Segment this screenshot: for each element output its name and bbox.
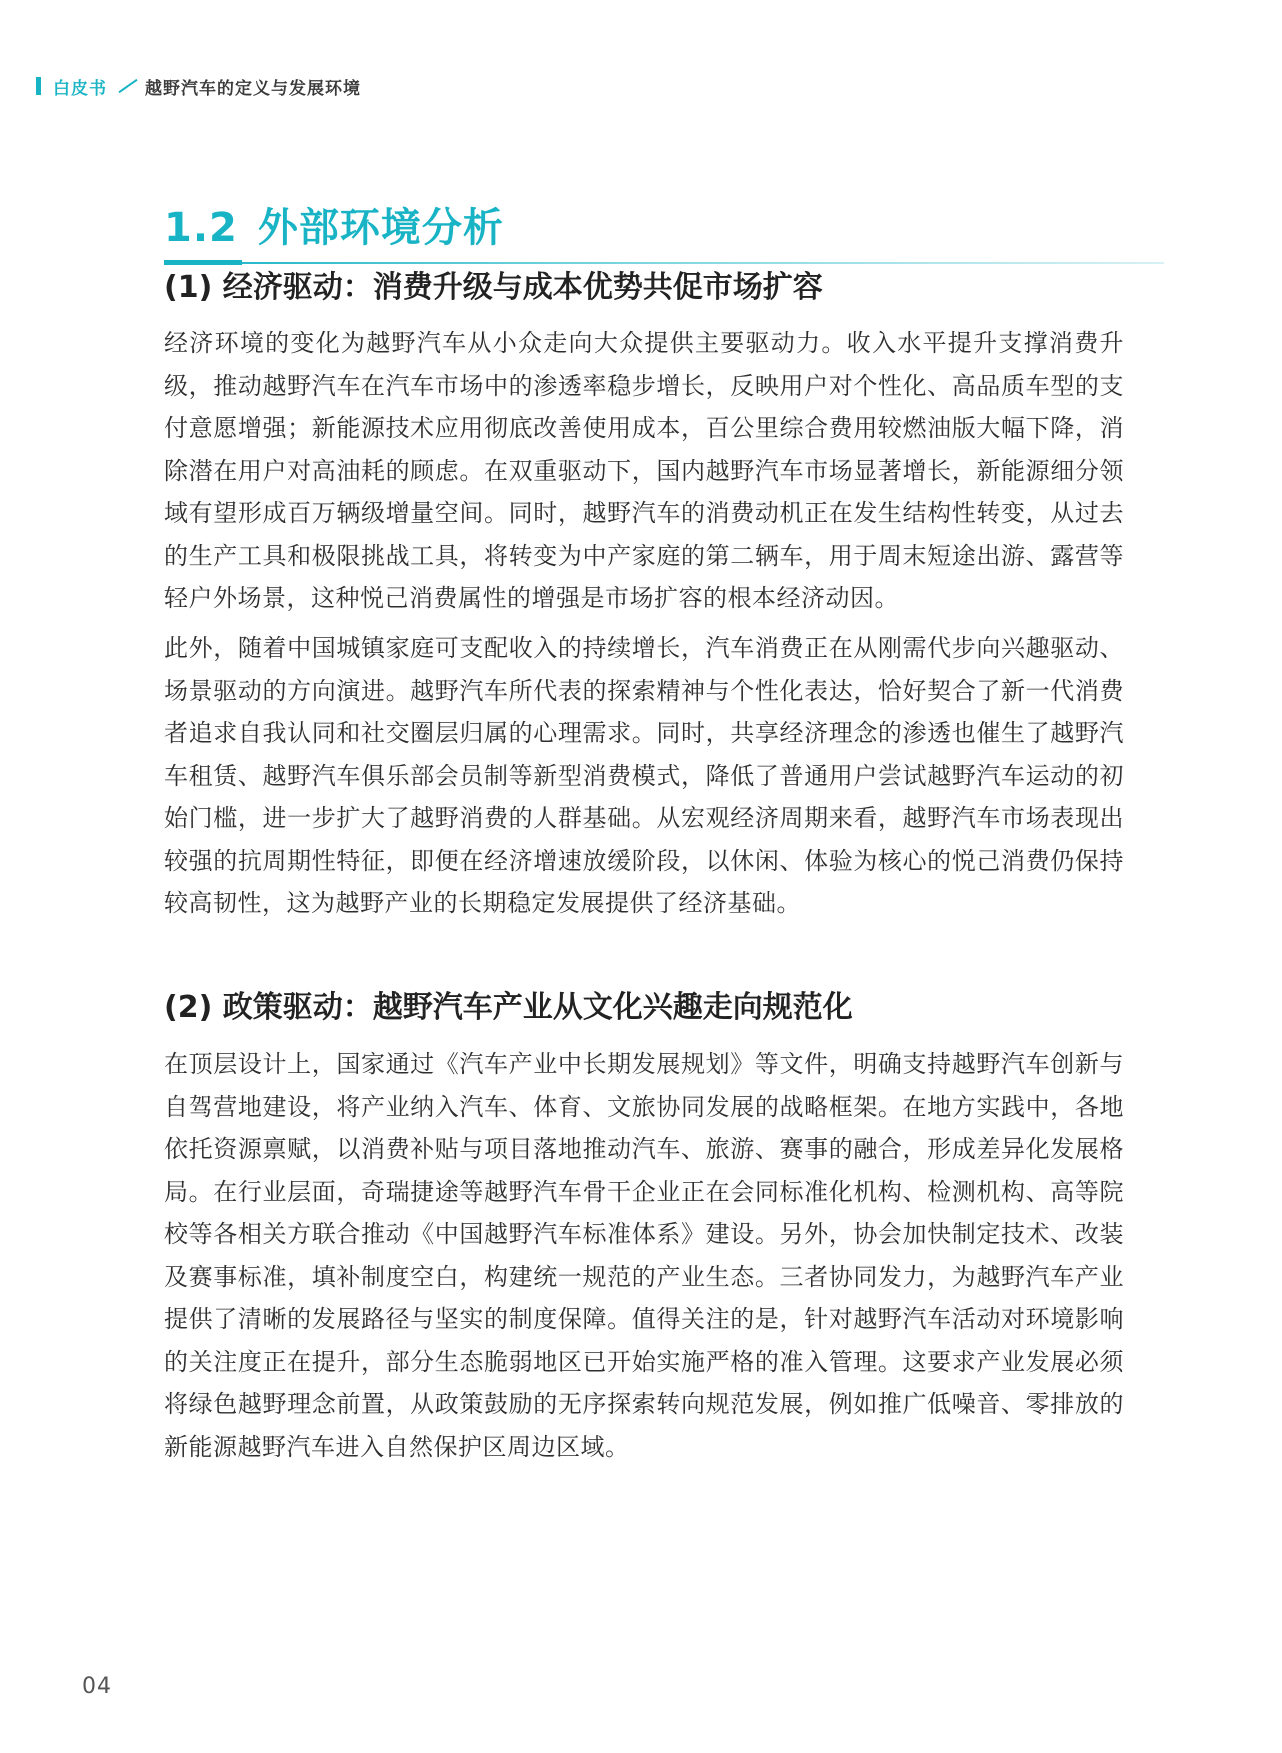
page-number: 04: [82, 1674, 112, 1699]
header-chapter-title: 越野汽车的定义与发展环境: [145, 78, 361, 99]
subheading-economic-text: (1) 经济驱动：消费升级与成本优势共促市场扩容: [164, 270, 823, 305]
subheading-policy: (2) 政策驱动：越野汽车产业从文化兴趣走向规范化: [164, 990, 853, 1025]
slash-divider-icon: [115, 78, 137, 94]
header-brand: 白皮书: [53, 78, 107, 99]
paragraph-economic-1: 经济环境的变化为越野汽车从小众走向大众提供主要驱动力。收入水平提升支撑消费升级，推动越野汽车在汽车市场中的渗透率稳步增长，反映用户对个性化、高品质车型的支付意愿增强；新能源技术应用彻底改善使用成本，百公里综合费用较燃油版大幅下降，消除潜在用户对高油耗的顾虑。在双重驱动下，国内越野汽车市场显著增长，新能源细分领域有望形成百万辆级增量空间。同时，越野汽车的消费动机正在发生结构性转变，从过去的生产工具和极限挑战工具，将转变为中产家庭的第二辆车，用于周末短途出游、露营等轻户外场景，这种悦己消费属性的增强是市场扩容的根本经济动因。: [164, 329, 1124, 612]
section-title: [164, 196, 504, 253]
accent-bar: [36, 77, 41, 95]
paragraph-policy-1: 在顶层设计上，国家通过《汽车产业中长期发展规划》等文件，明确支持越野汽车创新与自驾营地建设，将产业纳入汽车、体育、文旅协同发展的战略框架。在地方实践中，各地依托资源禀赋，以消费补贴与项目落地推动汽车、旅游、赛事的融合，形成差异化发展格局。在行业层面，奇瑞捷途等越野汽车骨干企业正在会同标准化机构、检测机构、高等院校等各相关方联合推动《中国越野汽车标准体系》建设。另外，协会加快制定技术、改装及赛事标准，填补制度空白，构建统一规范的产业生态。三者协同发力，为越野汽车产业提供了清晰的发展路径与坚实的制度保障。值得关注的是，针对越野汽车活动对环境影响的关注度正在提升，部分生态脆弱地区已开始实施严格的准入管理。这要求产业发展必须将绿色越野理念前置，从政策鼓励的无序探索转向规范发展，例如推广低噪音、零排放的新能源越野汽车进入自然保护区周边区域。: [164, 1050, 1124, 1461]
section-title-text: 外部环境分析: [257, 205, 504, 251]
section-number: 1.2: [164, 205, 238, 251]
paragraph-economic-2: 此外，随着中国城镇家庭可支配收入的持续增长，汽车消费正在从刚需代步向兴趣驱动、场景驱动的方向演进。越野汽车所代表的探索精神与个性化表达，恰好契合了新一代消费者追求自我认同和社交圈层归属的心理需求。同时，共享经济理念的渗透也催生了越野汽车租赁、越野汽车俱乐部会员制等新型消费模式，降低了普通用户尝试越野汽车运动的初始门槛，进一步扩大了越野消费的人群基础。从宏观经济周期来看，越野汽车市场表现出较强的抗周期性特征，即便在经济增速放缓阶段，以休闲、体验为核心的悦己消费仍保持较高韧性，这为越野产业的长期稳定发展提供了经济基础。: [164, 634, 1124, 917]
running-header: [36, 72, 361, 100]
subheading-economic: [164, 262, 823, 306]
